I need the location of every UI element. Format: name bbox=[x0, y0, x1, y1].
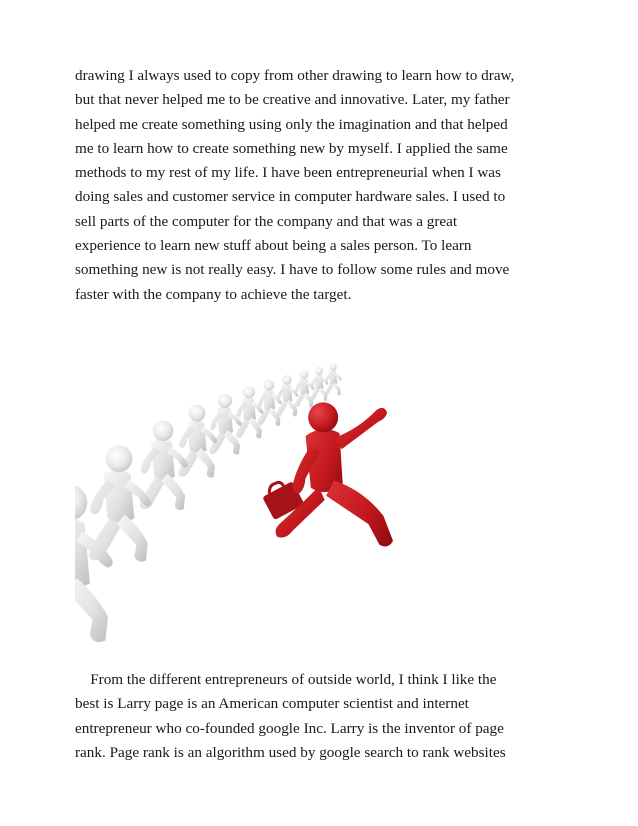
text-line: methods to my rest of my life. I have been entrepreneurial when I was bbox=[75, 164, 501, 182]
text-line: rank. Page rank is an algorithm used by google search to rank websites bbox=[75, 743, 506, 761]
running-figures-illustration bbox=[75, 320, 515, 656]
text-line: but that never helped me to be creative and innovative. Later, my father bbox=[75, 91, 510, 109]
text-line: doing sales and customer service in computer hardware sales. I used to bbox=[75, 188, 506, 206]
text-line: experience to learn new stuff about being a sales person. To learn bbox=[75, 237, 472, 255]
text-line: From the different entrepreneurs of outside world, I think I like the bbox=[75, 671, 497, 688]
text-line: faster with the company to achieve the target. bbox=[75, 285, 352, 303]
body-paragraph bbox=[75, 668, 575, 765]
text-line: best is Larry page is an American computer scientist and internet bbox=[75, 695, 469, 713]
text-line: drawing I always used to copy from other drawing to learn how to draw, bbox=[75, 67, 515, 84]
text-line: entrepreneur who co-founded google Inc. Larry is the inventor of page bbox=[75, 719, 504, 737]
text-line: something new is not really easy. I have to follow some rules and move bbox=[75, 261, 510, 279]
body-paragraph bbox=[75, 64, 575, 307]
text-line: helped me create something using only the imagination and that helped bbox=[75, 115, 508, 133]
red-leader-figure bbox=[250, 394, 405, 563]
text-line: sell parts of the computer for the company and that was a great bbox=[75, 212, 458, 230]
text-line: me to learn how to create something new by myself. I applied the same bbox=[75, 139, 508, 157]
